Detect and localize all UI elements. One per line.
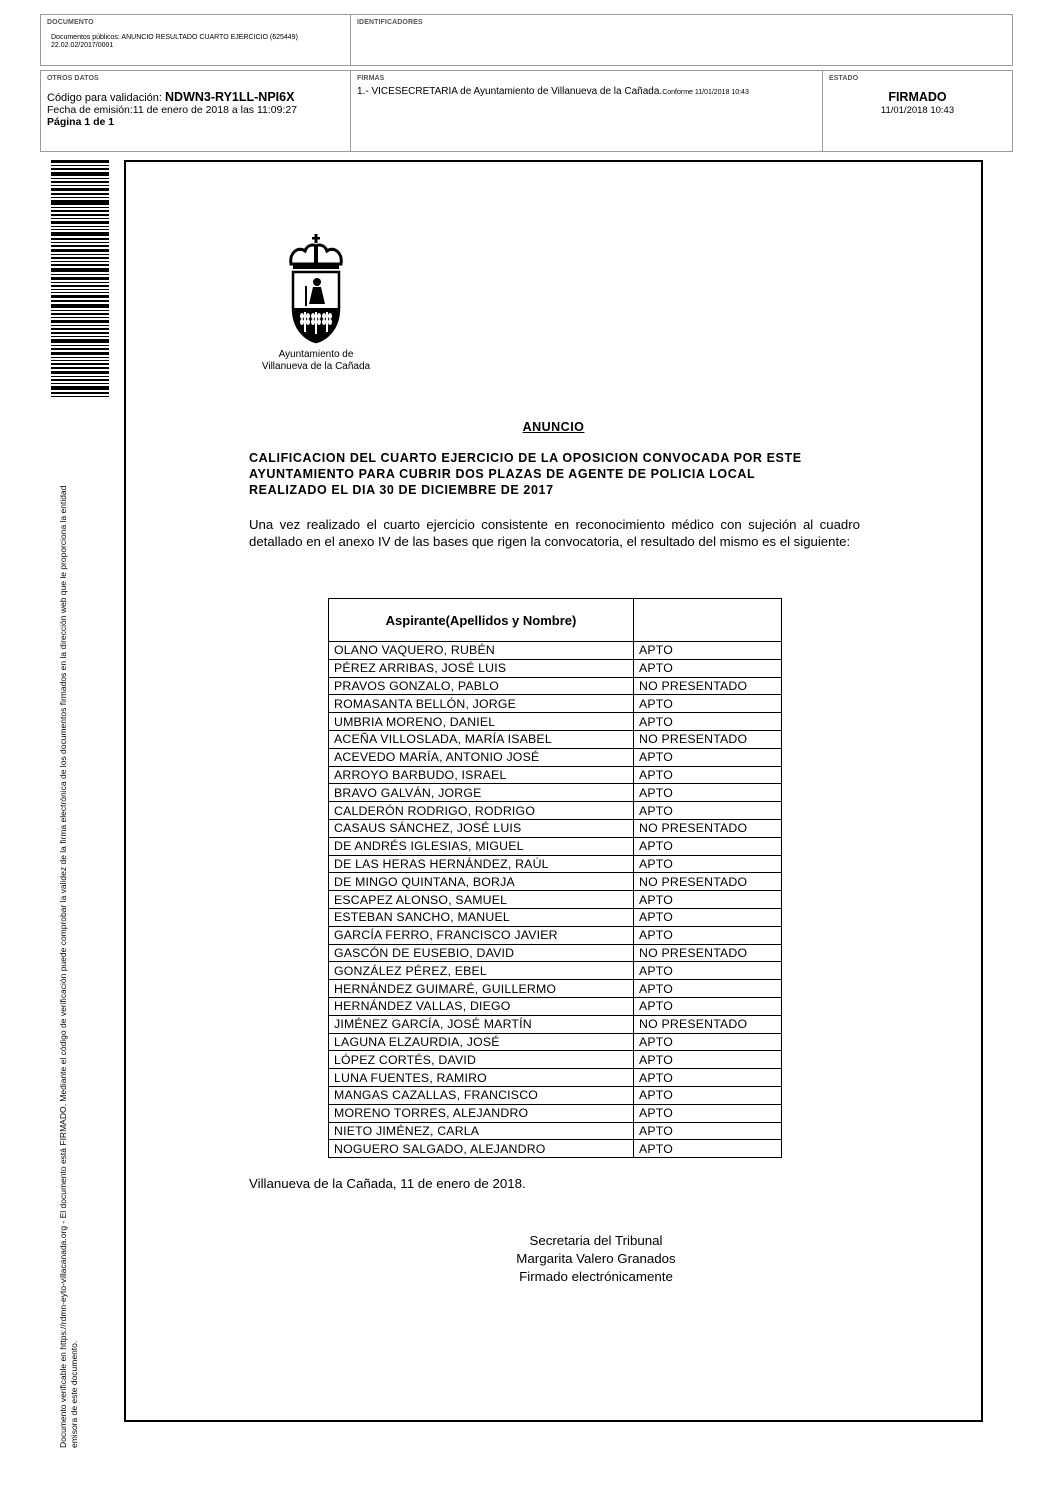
table-row (329, 1122, 782, 1140)
table-header-row (329, 599, 782, 642)
barcode-bar (51, 310, 109, 311)
barcode-bar (51, 210, 109, 212)
barcode-bar (51, 181, 109, 183)
result-status: APTO (634, 980, 782, 998)
result-status: APTO (634, 1033, 782, 1051)
barcode-bar (51, 292, 109, 293)
place-date: Villanueva de la Cañada, 11 de enero de 2018. (249, 1176, 526, 1191)
barcode-bar (51, 160, 109, 163)
result-status: APTO (634, 1069, 782, 1087)
result-status: APTO (634, 784, 782, 802)
aspirante-name: JIMÉNEZ GARCÍA, JOSÉ MARTÍN (329, 1015, 634, 1033)
barcode-bar (51, 218, 109, 219)
barcode-bar (51, 168, 109, 170)
heading-line-3: REALIZADO EL DIA 30 DE DICIEMBRE DE 2017 (249, 483, 554, 497)
documento-ref: 22.02.02/2017/0001 (51, 42, 114, 49)
barcode-bar (51, 185, 109, 186)
side-text-line1: Documento verificable en https://rdmn-eyto-villacanada.org - El documento está FIRMADO. Mediante el código de verificación puede comprobar la validez de la firma electrónica de los documentos firmados en la dirección web que le proporciona la entidad (58, 485, 68, 1448)
barcode-bar (51, 339, 109, 343)
barcode-bar (51, 274, 109, 275)
barcode-bar (51, 336, 109, 337)
result-status: NO PRESENTADO (634, 873, 782, 891)
table-row (329, 980, 782, 998)
column-header-result (634, 599, 782, 642)
barcode-bar (51, 242, 109, 243)
validation-code (47, 90, 350, 104)
header-row-documento (40, 14, 1013, 66)
barcode-bar (51, 193, 109, 195)
barcode-bar (51, 207, 109, 208)
estado-label: ESTADO (829, 75, 859, 82)
barcode-bar (51, 277, 109, 280)
firmas-cell (350, 71, 822, 151)
barcode-bar (51, 172, 109, 176)
result-status: NO PRESENTADO (634, 677, 782, 695)
aspirante-name: ARROYO BARBUDO, ISRAEL (329, 766, 634, 784)
table-row (329, 837, 782, 855)
aspirante-name: CASAUS SÁNCHEZ, JOSÉ LUIS (329, 819, 634, 837)
document-heading (249, 450, 860, 498)
logo-caption (251, 349, 381, 373)
barcode-bar (51, 325, 109, 326)
side-text-line2: emisora de este documento. (69, 1340, 79, 1448)
signature-role: Secretaria del Tribunal (529, 1233, 663, 1248)
result-status: APTO (634, 659, 782, 677)
barcode-bar (51, 383, 109, 384)
aspirante-name: OLANO VAQUERO, RUBÉN (329, 642, 634, 660)
table-row (329, 1104, 782, 1122)
signature-method: Firmado electrónicamente (519, 1269, 673, 1284)
table-row (329, 908, 782, 926)
estado-cell (822, 71, 1012, 151)
barcode-bar (51, 285, 109, 287)
aspirante-name: DE LAS HERAS HERNÁNDEZ, RAÚL (329, 855, 634, 873)
result-status: APTO (634, 713, 782, 731)
table-row (329, 1033, 782, 1051)
aspirante-name: LUNA FUENTES, RAMIRO (329, 1069, 634, 1087)
result-status: NO PRESENTADO (634, 819, 782, 837)
validation-code-prefix: Código para validación: (47, 92, 162, 104)
barcode-bar (51, 289, 109, 290)
result-status: NO PRESENTADO (634, 944, 782, 962)
barcode-bar (51, 257, 109, 259)
barcode (51, 160, 109, 414)
barcode-bar (51, 268, 109, 272)
aspirante-name: ACEÑA VILLOSLADA, MARÍA ISABEL (329, 730, 634, 748)
barcode-bar (51, 328, 109, 330)
barcode-bar (51, 249, 109, 252)
barcode-bar (51, 264, 109, 266)
aspirante-name: CALDERÓN RODRIGO, RODRIGO (329, 802, 634, 820)
aspirante-name: ESTEBAN SANCHO, MANUEL (329, 908, 634, 926)
result-status: APTO (634, 891, 782, 909)
table-row (329, 1140, 782, 1158)
aspirante-name: ROMASANTA BELLÓN, JORGE (329, 695, 634, 713)
municipal-logo (251, 234, 381, 394)
barcode-bar (51, 352, 109, 355)
result-status: NO PRESENTADO (634, 1015, 782, 1033)
page-count: Página 1 de 1 (47, 116, 115, 128)
aspirante-name: NOGUERO SALGADO, ALEJANDRO (329, 1140, 634, 1158)
table-row (329, 730, 782, 748)
column-header-aspirante: Aspirante(Apellidos y Nombre) (329, 599, 634, 642)
barcode-bar (51, 254, 109, 255)
barcode-bar (51, 332, 109, 334)
barcode-bar (51, 165, 109, 166)
estado-value: FIRMADO (888, 90, 947, 104)
barcode-bar (51, 357, 109, 358)
result-status: APTO (634, 766, 782, 784)
signature-block (426, 1232, 766, 1286)
result-status: APTO (634, 695, 782, 713)
table-row (329, 802, 782, 820)
barcode-bar (51, 229, 109, 230)
barcode-bar (51, 304, 109, 308)
barcode-bar (51, 214, 109, 216)
barcode-bar (51, 363, 109, 365)
heading-line-2: AYUNTAMIENTO PARA CUBRIR DOS PLAZAS DE AGENTE DE POLICIA LOCAL (249, 467, 756, 481)
aspirante-name: MORENO TORRES, ALEJANDRO (329, 1104, 634, 1122)
intro-paragraph: Una vez realizado el cuarto ejercicio consistente en reconocimiento médico con sujeción al cuadro detallado en el anexo IV de las bases que rigen la convocatoria, el resultado del mismo es el siguiente: (249, 517, 860, 549)
coat-of-arms-icon (285, 234, 347, 346)
heading-line-1: CALIFICACION DEL CUARTO EJERCICIO DE LA OPOSICION CONVOCADA POR ESTE (249, 451, 802, 465)
barcode-bar (51, 200, 109, 205)
barcode-bar (51, 320, 109, 323)
barcode-bar (51, 360, 109, 361)
otros-datos-cell (41, 71, 350, 151)
documento-cell (41, 15, 350, 65)
barcode-bar (51, 282, 109, 283)
table-row (329, 677, 782, 695)
aspirante-name: PRAVOS GONZALO, PABLO (329, 677, 634, 695)
document-frame (124, 160, 983, 1422)
result-status: APTO (634, 855, 782, 873)
table-row (329, 891, 782, 909)
signature-name: Margarita Valero Granados (516, 1251, 676, 1266)
identificadores-label: IDENTIFICADORES (357, 19, 423, 26)
result-status: APTO (634, 962, 782, 980)
table-row (329, 873, 782, 891)
result-status: APTO (634, 642, 782, 660)
barcode-bar (51, 188, 109, 191)
aspirante-name: BRAVO GALVÁN, JORGE (329, 784, 634, 802)
table-row (329, 1086, 782, 1104)
result-status: APTO (634, 997, 782, 1015)
aspirante-name: LÓPEZ CORTÉS, DAVID (329, 1051, 634, 1069)
estado-date: 11/01/2018 10:43 (880, 105, 955, 116)
table-row (329, 1015, 782, 1033)
barcode-bar (51, 396, 109, 397)
barcode-bar (51, 197, 109, 198)
barcode-bar (51, 261, 109, 262)
validation-code-value: NDWN3-RY1LL-NPI6X (165, 90, 295, 104)
table-row (329, 713, 782, 731)
result-status: NO PRESENTADO (634, 730, 782, 748)
firma-1 (357, 86, 822, 99)
barcode-bar (51, 392, 109, 394)
result-status: APTO (634, 1086, 782, 1104)
table-row (329, 784, 782, 802)
aspirante-name: UMBRIA MORENO, DANIEL (329, 713, 634, 731)
barcode-bar (51, 238, 109, 240)
aspirante-name: ACEVEDO MARÍA, ANTONIO JOSÉ (329, 748, 634, 766)
barcode-bar (51, 317, 109, 318)
header-row-otros (40, 70, 1013, 152)
aspirante-name: GONZÁLEZ PÉREZ, EBEL (329, 962, 634, 980)
logo-caption-line2: Villanueva de la Cañada (261, 361, 371, 372)
table-row (329, 1051, 782, 1069)
aspirante-name: MANGAS CAZALLAS, FRANCISCO (329, 1086, 634, 1104)
table-row (329, 659, 782, 677)
barcode-bar (51, 221, 109, 224)
table-row (329, 926, 782, 944)
result-status: APTO (634, 802, 782, 820)
barcode-bar (51, 379, 109, 381)
result-status: APTO (634, 1104, 782, 1122)
aspirante-name: LAGUNA ELZAURDIA, JOSÉ (329, 1033, 634, 1051)
documento-title: Documentos públicos: ANUNCIO RESULTADO CUARTO EJERCICIO (625449) (51, 34, 298, 41)
aspirante-name: DE MINGO QUINTANA, BORJA (329, 873, 634, 891)
aspirante-name: HERNÁNDEZ VALLAS, DIEGO (329, 997, 634, 1015)
emission-date: Fecha de emisión:11 de enero de 2018 a las 11:09:27 (47, 104, 298, 116)
aspirante-name: HERNÁNDEZ GUIMARÉ, GUILLERMO (329, 980, 634, 998)
result-status: APTO (634, 748, 782, 766)
documento-label: DOCUMENTO (47, 19, 94, 26)
aspirante-name: NIETO JIMÉNEZ, CARLA (329, 1122, 634, 1140)
aspirante-name: ESCAPEZ ALONSO, SAMUEL (329, 891, 634, 909)
identificadores-cell (350, 15, 1012, 65)
aspirante-name: GARCÍA FERRO, FRANCISCO JAVIER (329, 926, 634, 944)
table-row (329, 748, 782, 766)
barcode-bar (51, 178, 109, 179)
result-status: APTO (634, 1051, 782, 1069)
document-title: ANUNCIO (522, 420, 585, 434)
barcode-bar (51, 232, 109, 236)
aspirante-name: GASCÓN DE EUSEBIO, DAVID (329, 944, 634, 962)
result-status: APTO (634, 1140, 782, 1158)
barcode-bar (51, 245, 109, 247)
firma-1-status: Conforme 11/01/2018 10:43 (662, 89, 749, 96)
barcode-bar (51, 367, 109, 369)
result-status: APTO (634, 908, 782, 926)
firma-1-text: 1.- VICESECRETARIA de Ayuntamiento de Villanueva de la Cañada. (357, 86, 663, 97)
table-row (329, 642, 782, 660)
table-row (329, 695, 782, 713)
otros-datos-label: OTROS DATOS (47, 75, 99, 82)
table-row (329, 962, 782, 980)
results-table (328, 598, 782, 1158)
result-status: APTO (634, 837, 782, 855)
table-row (329, 766, 782, 784)
table-row (329, 1069, 782, 1087)
table-row (329, 855, 782, 873)
barcode-bar (51, 376, 109, 377)
barcode-bar (51, 348, 109, 350)
aspirante-name: PÉREZ ARRIBAS, JOSÉ LUIS (329, 659, 634, 677)
barcode-bar (51, 300, 109, 302)
table-row (329, 944, 782, 962)
barcode-bar (51, 313, 109, 315)
table-row (329, 997, 782, 1015)
table-row (329, 819, 782, 837)
logo-caption-line1: Ayuntamiento de (278, 349, 354, 360)
barcode-bar (51, 295, 109, 298)
result-status: APTO (634, 1122, 782, 1140)
firmas-label: FIRMAS (357, 75, 385, 82)
side-verification-text (58, 433, 80, 1448)
aspirante-name: DE ANDRÉS IGLESIAS, MIGUEL (329, 837, 634, 855)
barcode-bar (51, 226, 109, 227)
result-status: APTO (634, 926, 782, 944)
barcode-bar (51, 371, 109, 374)
barcode-bar (51, 386, 109, 390)
barcode-bar (51, 345, 109, 346)
